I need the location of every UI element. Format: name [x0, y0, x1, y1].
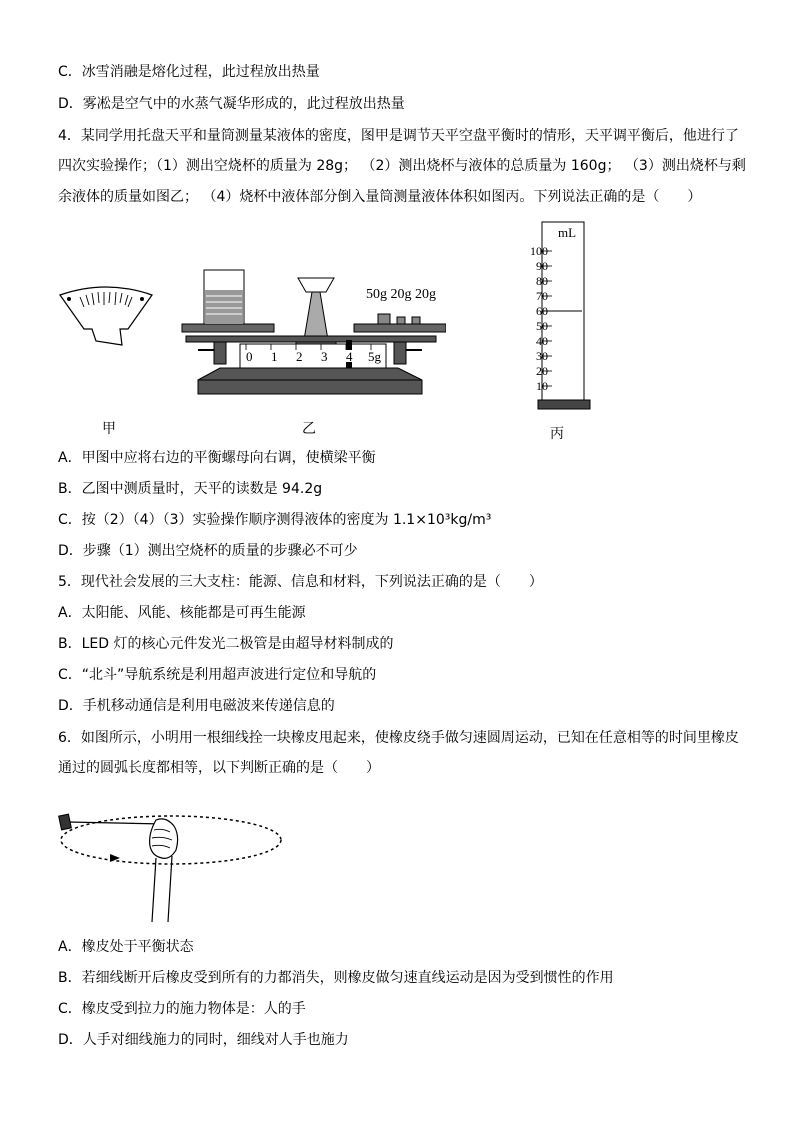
scale-tick-3: 3: [321, 349, 328, 364]
question-4-option-b: B．乙图中测质量时，天平的读数是 94.2g: [58, 481, 323, 497]
figure-bing-caption: 丙: [550, 426, 564, 442]
question-6-option-b: B．若细线断开后橡皮受到所有的力都消失，则橡皮做匀速直线运动是因为受到惯性的作用: [58, 970, 614, 986]
question-4-option-c: C．按（2）（4）（3）实验操作顺序测得液体的密度为 1.1×10³kg/m³: [58, 512, 492, 528]
question-6-option-c: C．橡皮受到拉力的施力物体是：人的手: [58, 1001, 306, 1017]
scale-tick-0: 0: [246, 349, 253, 364]
cylinder-tick: 100: [530, 244, 548, 258]
weights-label: 50g 20g 20g: [366, 287, 436, 302]
scale-tick-2: 2: [296, 349, 303, 364]
cylinder-unit: mL: [558, 225, 577, 240]
question-5-option-d: D．手机移动通信是利用电磁波来传递信息的: [58, 698, 335, 714]
figure-circular-motion: [56, 806, 286, 926]
question-4-option-a: A．甲图中应将右边的平衡螺母向右调，使横梁平衡: [58, 450, 376, 466]
question-6-line-1: 6．如图所示，小明用一根细线拴一块橡皮甩起来，使橡皮绕手做匀速圆周运动，已知在任意相等的时间里橡皮: [58, 730, 739, 746]
figure-yi-balance: [176, 262, 446, 402]
option-d-previous: D．雾凇是空气中的水蒸气凝华形成的，此过程放出热量: [58, 96, 405, 112]
question-5-stem: 5．现代社会发展的三大支柱：能源、信息和材料，下列说法正确的是（ ）: [58, 574, 543, 590]
question-5-option-c: C．“北斗”导航系统是利用超声波进行定位和导航的: [58, 667, 377, 683]
cylinder-tick: 50: [536, 319, 548, 333]
scale-tick-1: 1: [271, 349, 278, 364]
question-4-line-3: 余液体的质量如图乙； （4）烧杯中液体部分倒入量筒测量液体体积如图丙。下列说法正确的是（ ）: [58, 189, 702, 205]
cylinder-tick: 20: [536, 364, 548, 378]
question-6-line-2: 通过的圆弧长度都相等，以下判断正确的是（ ）: [58, 760, 380, 776]
scale-tick-4: 4: [346, 349, 353, 364]
cylinder-tick: 70: [536, 289, 548, 303]
question-4-line-1: 4．某同学用托盘天平和量筒测量某液体的密度，图甲是调节天平空盘平衡时的情形，天平调平衡后，他进行了: [58, 128, 739, 144]
cylinder-tick: 10: [536, 379, 548, 393]
cylinder-tick: 60: [536, 304, 548, 318]
figure-jia-scale: [56, 283, 156, 358]
scale-tick-5: 5g: [368, 349, 381, 364]
option-c-previous: C．冰雪消融是熔化过程，此过程放出热量: [58, 64, 320, 80]
cylinder-tick: 40: [536, 334, 548, 348]
question-6-option-d: D．人手对细线施力的同时，细线对人手也施力: [58, 1032, 349, 1048]
question-6-option-a: A．橡皮处于平衡状态: [58, 939, 194, 955]
cylinder-tick: 90: [536, 259, 548, 273]
question-4-line-2: 四次实验操作；（1）测出空烧杯的质量为 28g； （2）测出烧杯与液体的总质量为 160g； （3）测出烧杯与剩: [58, 158, 746, 174]
question-5-option-a: A．太阳能、风能、核能都是可再生能源: [58, 605, 306, 621]
question-4-option-d: D．步骤（1）测出空烧杯的质量的步骤必不可少: [58, 543, 358, 559]
figure-jia-caption: 甲: [102, 421, 116, 437]
cylinder-tick: 80: [536, 274, 548, 288]
figure-yi-caption: 乙: [302, 421, 316, 437]
question-5-option-b: B．LED 灯的核心元件发光二极管是由超导材料制成的: [58, 636, 394, 652]
cylinder-tick: 30: [536, 349, 548, 363]
cylinder-tick-labels: [520, 244, 548, 394]
